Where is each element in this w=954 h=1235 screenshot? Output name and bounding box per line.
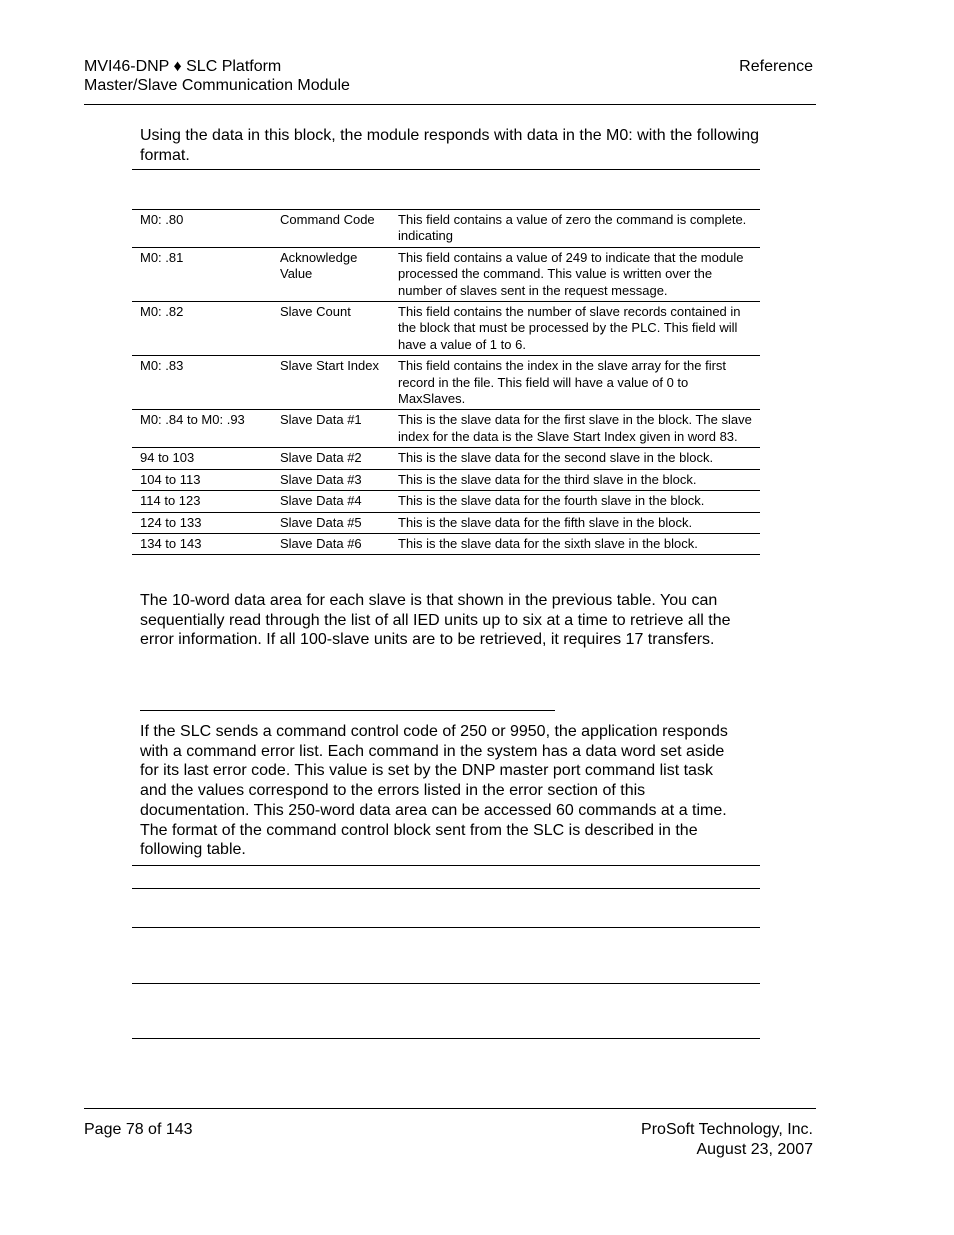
cell-description: This is the slave data for the fifth slave in the block.	[390, 512, 760, 533]
slave-data-paragraph: The 10-word data area for each slave is that shown in the previous table. You can sequentially read through the list of all IED units up to six at a time to retrieve all the error information. If all 100-slave units are to be retrieved, it requires 17 transfers.	[140, 592, 731, 649]
table-row	[132, 210, 760, 248]
table-rule	[132, 927, 760, 928]
cell-description: This is the slave data for the fourth slave in the block.	[390, 491, 760, 512]
header-title-line2: Master/Slave Communication Module	[84, 77, 350, 94]
cell-description: This is the slave data for the first slave in the block. The slave index for the data is the Slave Start Index given in word 83.	[390, 410, 760, 448]
table-row	[132, 356, 760, 410]
cell-name: Slave Data #6	[273, 533, 390, 554]
cell-description: This field contains a value of 249 to indicate that the module processed the command. This value is written over the number of slaves sent in the request message.	[390, 247, 760, 301]
table-row	[132, 247, 760, 301]
cell-name: Command Code	[273, 210, 390, 248]
cell-name: Acknowledge Value	[273, 247, 390, 301]
table-rule	[132, 865, 760, 866]
cell-address: M0: .80	[132, 210, 273, 248]
page-number: Page 78 of 143	[84, 1121, 193, 1138]
table-row	[132, 448, 760, 469]
header-title	[84, 57, 350, 95]
table-rule	[132, 983, 760, 984]
cell-address: 124 to 133	[132, 512, 273, 533]
intro-paragraph: Using the data in this block, the module responds with data in the M0: with the following format.	[140, 127, 760, 164]
command-error-paragraph: If the SLC sends a command control code of 250 or 9950, the application responds with a command error list. Each command in the system has a data word set aside for its last error code. This value is set by the DNP master port command list task and the values correspond to the errors listed in the error section of this documentation. This 250-word data area can be accessed 60 commands at a time. The format of the command control block sent from the SLC is described in the following table.	[140, 723, 728, 859]
table-row	[132, 533, 760, 554]
table-row	[132, 491, 760, 512]
table-row	[132, 302, 760, 356]
header-title-line1: MVI46-DNP ♦ SLC Platform	[84, 58, 282, 75]
cell-description: This is the slave data for the third slave in the block.	[390, 469, 760, 490]
cell-name: Slave Count	[273, 302, 390, 356]
footer-rule	[84, 1108, 816, 1109]
cell-address: M0: .81	[132, 247, 273, 301]
cell-address: 114 to 123	[132, 491, 273, 512]
response-table	[132, 209, 760, 555]
section-heading-rule	[140, 710, 555, 711]
cell-name: Slave Start Index	[273, 356, 390, 410]
cell-description: This field contains a value of zero the command is complete. indicating	[390, 210, 760, 248]
table-row	[132, 410, 760, 448]
cell-description: This field contains the number of slave records contained in the block that must be processed by the PLC. This field will have a value of 1 to 6.	[390, 302, 760, 356]
company-name: ProSoft Technology, Inc.	[641, 1121, 813, 1138]
table-row	[132, 512, 760, 533]
doc-date: August 23, 2007	[696, 1140, 813, 1158]
cell-address: M0: .84 to M0: .93	[132, 410, 273, 448]
cell-address: 94 to 103	[132, 448, 273, 469]
cell-name: Slave Data #2	[273, 448, 390, 469]
header-rule	[84, 104, 816, 105]
table-rule	[132, 1038, 760, 1039]
intro-rule	[132, 169, 760, 170]
cell-name: Slave Data #4	[273, 491, 390, 512]
table-rule	[132, 888, 760, 889]
table-row	[132, 469, 760, 490]
cell-address: 134 to 143	[132, 533, 273, 554]
cell-address: 104 to 113	[132, 469, 273, 490]
footer-info	[641, 1120, 813, 1159]
cell-name: Slave Data #5	[273, 512, 390, 533]
cell-description: This field contains the index in the slave array for the first record in the file. This field will have a value of 0 to MaxSlaves.	[390, 356, 760, 410]
cell-description: This is the slave data for the sixth slave in the block.	[390, 533, 760, 554]
cell-name: Slave Data #1	[273, 410, 390, 448]
cell-description: This is the slave data for the second slave in the block.	[390, 448, 760, 469]
response-table-body	[132, 210, 760, 555]
header-section: Reference	[739, 58, 813, 75]
cell-address: M0: .83	[132, 356, 273, 410]
cell-address: M0: .82	[132, 302, 273, 356]
cell-name: Slave Data #3	[273, 469, 390, 490]
